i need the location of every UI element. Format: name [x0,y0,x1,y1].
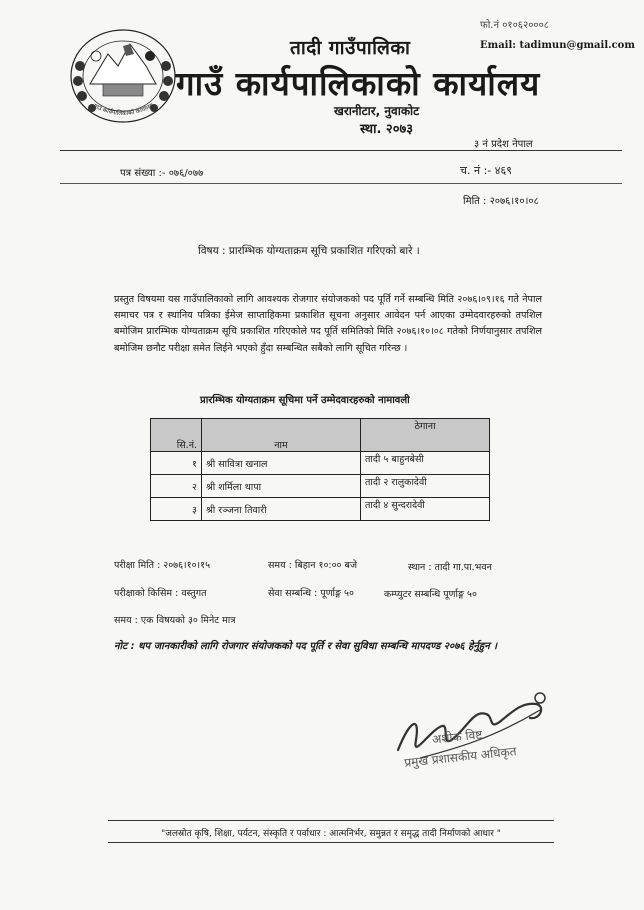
row-address: तादी २ रालुकादेवी [361,475,490,498]
row-sn: २ [151,475,202,498]
header-name: नाम [202,419,361,452]
exam-time: समय : बिहान १०:०० बजे [268,560,357,571]
signatory-name: अशोक विष्ट [431,727,483,747]
reference-divider [60,183,622,184]
table-row [151,475,490,498]
note-line: नोट : थप जानकारीको लागि रोजगार संयोजकको पद पूर्ति र सेवा सुविधा सम्बन्धि मापदण्ड २०७६ हेर्नुहुन । [114,641,498,652]
row-address: तादी ५ बाहुनबेसी [361,452,490,475]
exam-venue: स्थान : तादी गा.पा.भवन [408,562,492,573]
exam-date: परीक्षा मिति : २०७६।१०।१५ [114,560,211,571]
table-header-row [151,419,490,452]
footer-slogan: "जलस्रोत कृषि, शिक्षा, पर्यटन, संस्कृति र पर्वाधार : आत्मनिर्भर, समुन्नत र समृद्ध तादी निर्माणको आधार " [161,829,501,839]
candidate-table [150,418,490,521]
row-sn: ३ [151,498,202,521]
notice-paragraph: प्रस्तुत विषयमा यस गाउँपालिकाको लागि आवश्यक रोजगार संयोजकको पद पूर्ति गर्ने सम्बन्धि मिति २०७६।०९।१६ गते नेपाल समाचर पत्र र स्थानिय पत्रिका ईमेज साप्ताहिकमा प्रकाशित सूचना अनुसार आवेदन पर्न आएका उम्मेदवारहरुको तपशिल बमोजिम प्रारम्भिक योग्यताक्रम सूचि प्रकाशित गरिएकोले पद पूर्ति समितिको मिति २०७६।१०।०८ गतेको निर्णयानुसार तपशिल बमोजिम छनौट परीक्षा समेत लिईने भएको हुँदा सम्बन्धित सबैको लागि सूचित गरिन्छ । [114,294,542,354]
row-address: तादी ४ सुन्दरादेवी [361,498,490,521]
service-marks: सेवा सम्बन्धि : पूर्णाङ्ग ५० [268,588,354,599]
header-sn: सि.नं. [151,419,202,452]
phone-number: फो.नं ०१०६२०००८ [480,20,550,31]
email-address: Email: tadimun@gmail.com [480,40,635,51]
office-title: गाउँ कार्यपालिकाको कार्यालय [176,64,541,103]
office-name: तादी गाउँपालिका [290,37,411,59]
municipality-emblem [68,26,178,126]
header-divider [60,150,622,151]
computer-marks: कम्प्युटर सम्बन्धि पूर्णाङ्ग ५० [384,589,477,600]
row-name: श्री शर्मिला थापा [202,475,361,498]
letter-number: पत्र संख्या :- ०७६/०७७ [120,168,204,179]
letter-date: मिति : २०७६।१०।०८ [463,196,539,207]
dispatch-number: च. नं :- ४६९ [460,164,512,177]
province-label: ३ नं प्रदेश नेपाल [474,139,533,150]
established-year: स्था. २०७३ [360,122,413,137]
subject-line: विषय : प्रारम्भिक योग्यताक्रम सूचि प्रकाशित गरिएको बारे । [198,245,420,257]
row-name: श्री रञ्जना तिवारी [202,498,361,521]
exam-type: परीक्षाको किसिम : वस्तुगत [114,588,207,599]
table-row [151,452,490,475]
row-sn: १ [151,452,202,475]
exam-duration: समय : एक विषयको ३० मिनेट मात्र [114,615,236,626]
table-row [151,498,490,521]
footer-bottom-divider [108,842,554,843]
row-name: श्री सावित्रा खनाल [202,452,361,475]
footer-top-divider [108,820,554,821]
office-address: खरानीटार, नुवाकोट [334,104,420,118]
table-title: प्रारम्भिक योग्यताक्रम सूचिमा पर्ने उम्मेदवारहरुको नामावली [200,395,410,406]
svg-text:गाउँ कार्यपालिकाको कार्यालय [92,102,155,117]
emblem-text: गाउँ कार्यपालिकाको कार्यालय [92,102,155,118]
signatory-title: प्रमुख प्रशासकीय अधिकृत [403,744,518,770]
header-address: ठेगाना [361,419,490,452]
